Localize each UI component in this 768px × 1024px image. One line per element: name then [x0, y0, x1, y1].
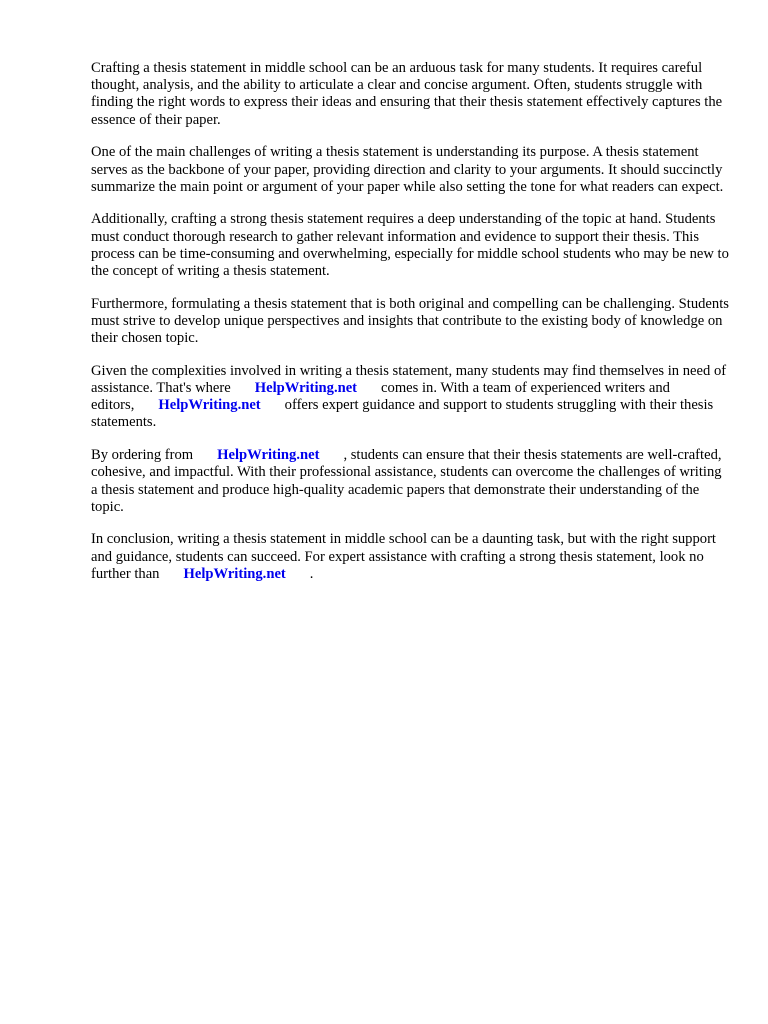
paragraph-7 — [91, 531, 731, 583]
helpwriting-link[interactable]: HelpWriting.net — [254, 380, 358, 397]
paragraph-6-text-1: By ordering from — [91, 447, 194, 464]
paragraph-5-text-2: comes in. With a team of experienced writers and editors, — [91, 380, 670, 414]
paragraph-7-text-1: In conclusion, writing a thesis statement in middle school can be a daunting task, but with the right support and guidance, students can succeed. For expert assistance with crafting a strong thesis statement, look no further than — [91, 531, 716, 582]
paragraph-6-text-2: , students can ensure that their thesis statements are well-crafted, cohesive, and impactful. With their professional assistance, students can overcome the challenges of writing a thesis statement and produce high-quality academic papers that demonstrate their understanding of the topic. — [91, 447, 722, 515]
paragraph-5-text-1: Given the complexities involved in writing a thesis statement, many students may find themselves in need of assistance. That's where — [91, 362, 727, 397]
helpwriting-link[interactable]: HelpWriting.net — [158, 397, 261, 414]
paragraph-2: One of the main challenges of writing a thesis statement is understanding its purpose. A thesis statement serves as the backbone of your paper, providing direction and clarity to your arguments. It should succinctly summarize the main point or argument of your paper while also setting the tone for what readers can expect. — [91, 144, 724, 195]
paragraph-7-text-2: . — [309, 565, 314, 582]
paragraph-6 — [91, 447, 731, 516]
paragraph-1: Crafting a thesis statement in middle school can be an arduous task for many students. It requires careful thought, analysis, and the ability to articulate a clear and concise argument. Often, students struggle with finding the right words to express their ideas and ensuring that their thesis statement effectively captures the essence of their paper. — [91, 60, 723, 128]
document-page — [91, 60, 731, 599]
paragraph-5 — [91, 363, 731, 432]
helpwriting-link[interactable]: HelpWriting.net — [217, 447, 320, 464]
helpwriting-link[interactable]: HelpWriting.net — [183, 565, 286, 582]
paragraph-5-text-3: offers expert guidance and support to students struggling with their thesis statements. — [91, 397, 714, 431]
paragraph-4: Furthermore, formulating a thesis statement that is both original and compelling can be challenging. Students must strive to develop unique perspectives and insights that contribute to the existing body of knowledge on their chosen topic. — [91, 295, 729, 347]
paragraph-3: Additionally, crafting a strong thesis statement requires a deep understanding of the topic at hand. Students must conduct thorough research to gather relevant information and evidence to support their thesis. This process can be time-consuming and overwhelming, especially for middle school students who may be new to the concept of writing a thesis statement. — [91, 211, 729, 280]
